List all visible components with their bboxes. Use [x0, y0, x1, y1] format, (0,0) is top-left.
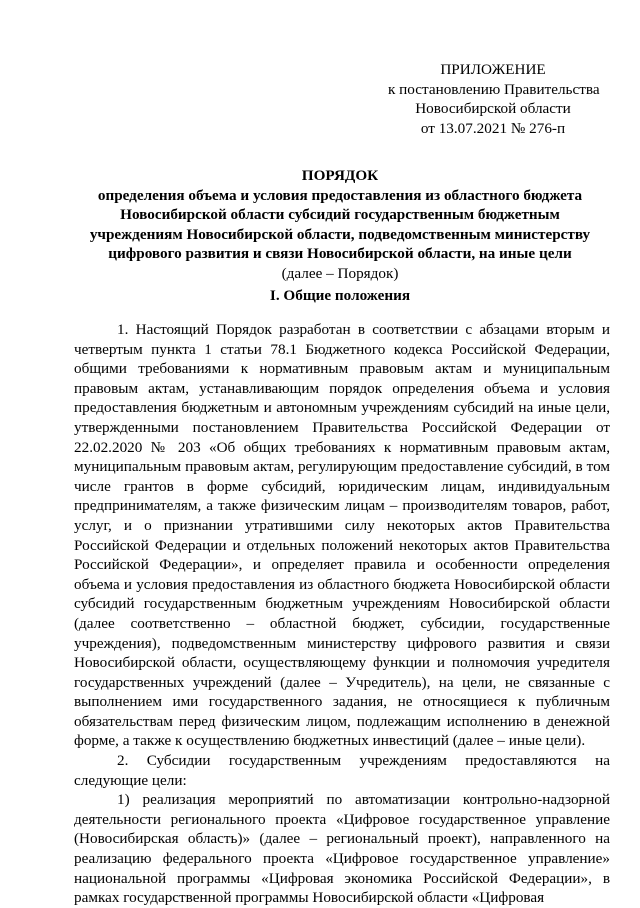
- title-line: определения объема и условия предоставления из областного бюджета: [97, 186, 583, 204]
- title-line: учреждениям Новосибирской области, подведомственным министерству: [89, 225, 591, 243]
- title-abbreviation: (далее – Порядок): [281, 264, 399, 282]
- section-heading: I. Общие положения: [269, 287, 411, 304]
- paragraph-2-item-1: 1) реализация мероприятий по автоматизации контрольно-надзорной деятельности регионального проекта «Цифровое государственное управление (Новосибирская область)» (далее – региональный проект), направленного на реализацию федерального проекта «Цифровое государственное управление» национальной программы «Цифровая экономика Российской Федерации», в рамках государственной программы Новосибирской области «Цифровая: [74, 791, 610, 907]
- paragraph-1: 1. Настоящий Порядок разработан в соответствии с абзацами вторым и четвертым пункта 1 статьи 78.1 Бюджетного кодекса Российской Федерации, общими требованиями к нормативным правовым актам и муниципальным правовым актам, устанавливающим порядок определения объема и условия предоставления бюджетным и автономным учреждениям субсидий на иные цели, утвержденными постановлением Правительства Российской Федерации от 22.02.2020 № 203 «Об общих требованиях к нормативным правовым актам, муниципальным правовым актам, регулирующим предоставление субсидий, в том числе грантов в форме субсидий, юридическим лицам, индивидуальным предпринимателям, а также физическим лицам – производителям товаров, работ, услуг, и о признании утратившими силу некоторых актов Правительства Российской Федерации и отдельных положений некоторых актов Правительства Российской Федерации», и определяет правила и особенности определения объема и условия предоставления из областного бюджета Новосибирской области субсидий государственным бюджетным учреждениям Новосибирской области (далее соответственно – областной бюджет, субсидии, государственные учреждения), подведомственным министерству цифрового развития и связи Новосибирской области, осуществляющему функции и полномочия учредителя государственных учреждений (далее – Учредитель), на цели, не связанные с выполнением ими государственного задания, не относящиеся к публичным обязательствам перед физическим лицом, подлежащим исполнению в денежной форме, а также к осуществлению бюджетных инвестиций (далее – иные цели).: [74, 321, 610, 750]
- appendix-region-line: Новосибирской области: [415, 100, 571, 117]
- document-title: [70, 166, 610, 284]
- appendix-block: [388, 60, 598, 138]
- paragraph-2: 2. Субсидии государственным учреждениям предоставляются на следующие цели:: [74, 752, 610, 789]
- title-heading: ПОРЯДОК: [301, 167, 379, 184]
- appendix-label: ПРИЛОЖЕНИЕ: [440, 61, 546, 78]
- appendix-date-number: от 13.07.2021 № 276-п: [420, 119, 566, 137]
- appendix-resolution-line: к постановлению Правительства: [388, 80, 600, 98]
- title-line: Новосибирской области субсидий государственным бюджетным: [120, 206, 560, 224]
- document-body: [74, 320, 610, 908]
- title-line: цифрового развития и связи Новосибирской области, на иные цели: [108, 245, 572, 263]
